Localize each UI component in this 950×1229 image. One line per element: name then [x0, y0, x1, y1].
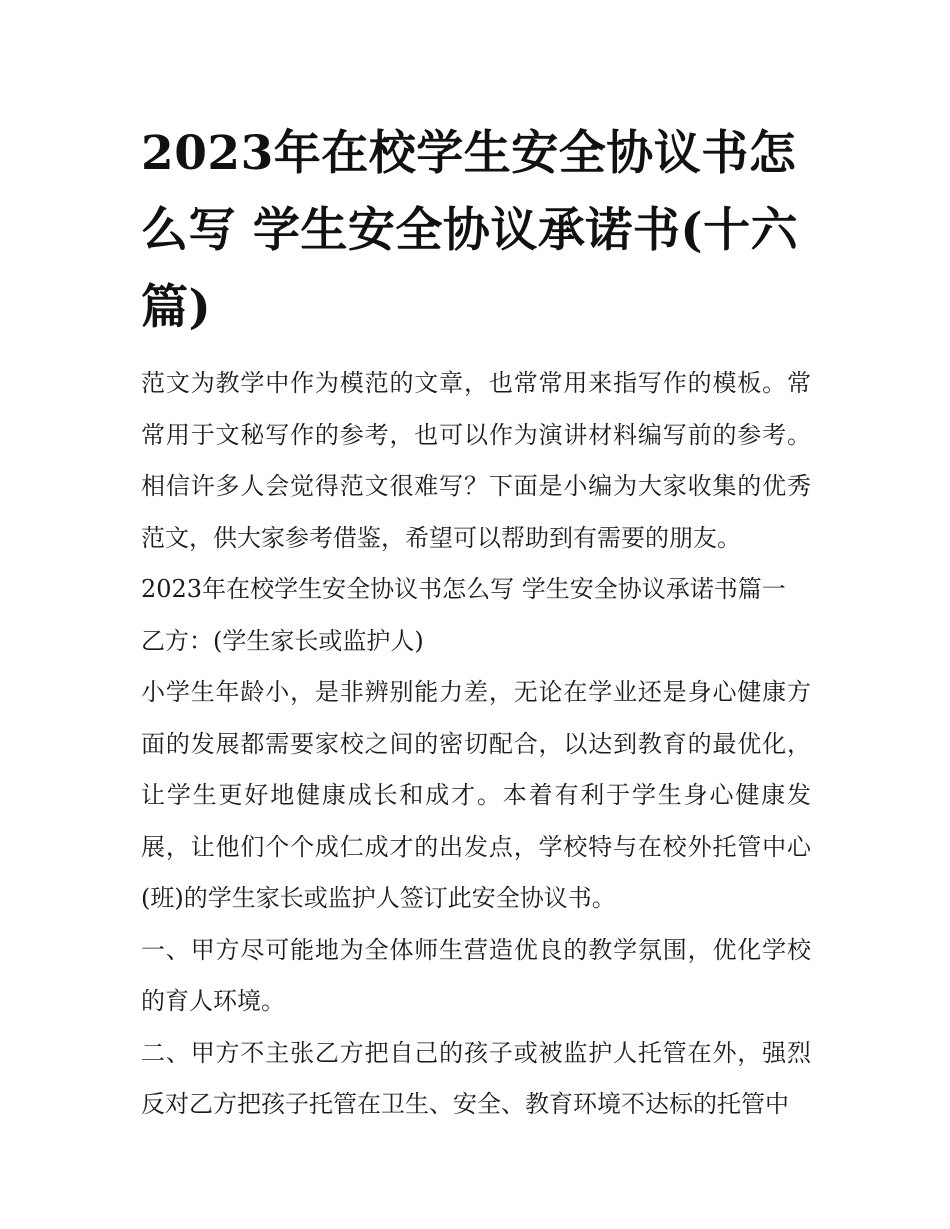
- paragraph-clause-1: 一、甲方尽可能地为全体师生营造优良的教学氛围，优化学校的育人环境。: [141, 935, 811, 1015]
- paragraph-preamble: 小学生年龄小，是非辨别能力差，无论在学业还是身心健康方面的发展都需要家校之间的密切配合，以达到教育的最优化，让学生更好地健康成长和成才。本着有利于学生身心健康发展，让他们个个成仁成才的出发点，学校特与在校外托管中心(班)的学生家长或监护人签订此安全协议书。: [141, 678, 811, 912]
- document-title: 2023年在校学生安全协议书怎么写 学生安全协议承诺书(十六篇): [141, 126, 799, 335]
- paragraph-clause-2: 二、甲方不主张乙方把自己的孩子或被监护人托管在外，强烈反对乙方把孩子托管在卫生、安全、教育环境不达标的托管中: [141, 1038, 811, 1118]
- paragraph-intro: 范文为教学中作为模范的文章，也常常用来指写作的模板。常常用于文秘写作的参考，也可以作为演讲材料编写前的参考。相信许多人会觉得范文很难写？下面是小编为大家收集的优秀范文，供大家参考借鉴，希望可以帮助到有需要的朋友。: [141, 369, 811, 552]
- paragraph-section-heading: 2023年在校学生安全协议书怎么写 学生安全协议承诺书篇一: [141, 575, 786, 603]
- document-body: [141, 115, 811, 1131]
- paragraph-party-b: 乙方：(学生家长或监护人): [141, 626, 424, 655]
